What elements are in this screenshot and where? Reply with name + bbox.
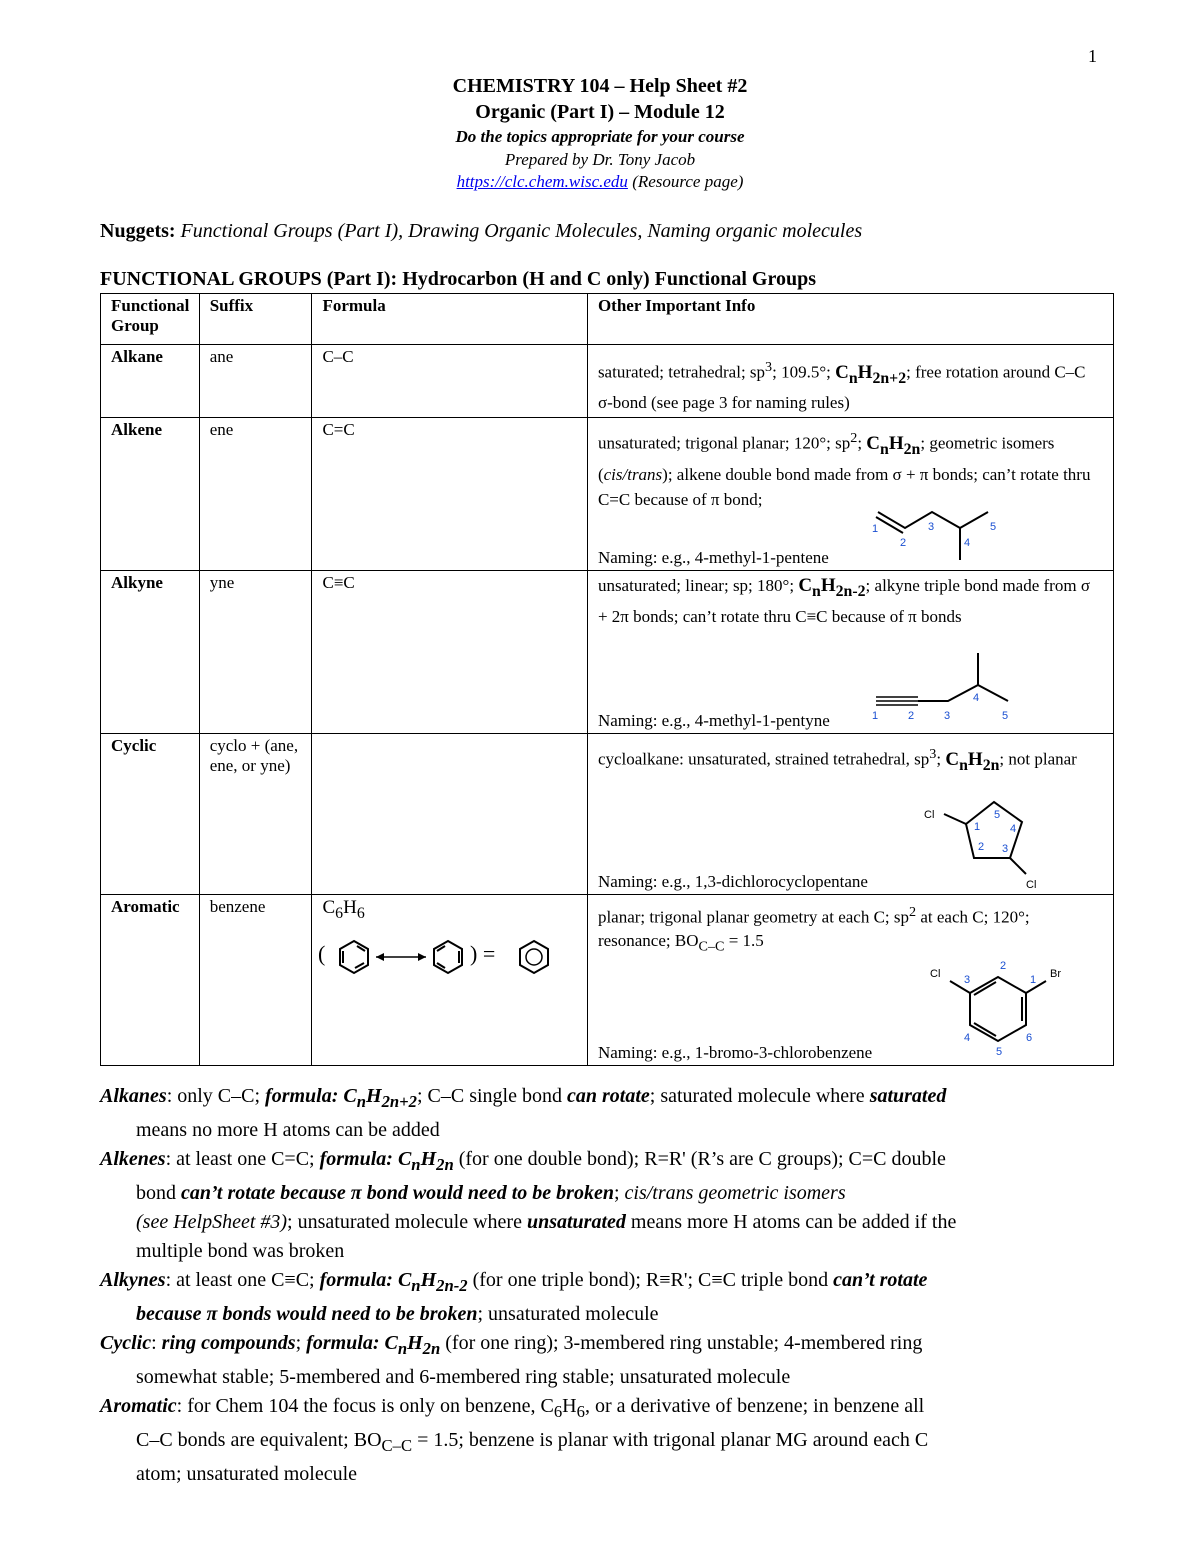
suffix-cell: cyclo + (ane, ene, or yne) (199, 734, 312, 895)
col-header-formula: Formula (312, 294, 587, 345)
author-line: Prepared by Dr. Tony Jacob (504, 150, 696, 169)
carbon-number: 2 (899, 537, 907, 550)
note-line: Alkynes: at least one C≡C; formula: $C_nH_{2n-2}$ (for one triple bond); R≡R'; C≡C triple bond can’t rotate (100, 1269, 928, 1295)
chlorine-label: Cl (923, 809, 935, 822)
nuggets-label: Nuggets: (100, 220, 176, 242)
naming-example: Naming: e.g., 4-methyl-1-pentene (597, 548, 829, 568)
col-header-suffix: Suffix (199, 294, 312, 345)
note-line: multiple bond was broken (136, 1240, 345, 1262)
group-name: Alkane (101, 345, 200, 418)
resource-note: (Resource page) (627, 172, 744, 191)
carbon-number: 3 (963, 974, 971, 987)
carbon-number: 1 (1029, 974, 1037, 987)
carbon-number: 5 (989, 521, 997, 534)
note-line: Aromatic: for Chem 104 the focus is only on benzene, $C_6H_6$, or a derivative of benzene; in benzene all (100, 1395, 925, 1421)
methylpentene-structure (870, 500, 1010, 570)
section-title: FUNCTIONAL GROUPS (Part I): Hydrocarbon (H and C only) Functional Groups (100, 268, 816, 290)
carbon-number: 1 (973, 821, 981, 834)
carbon-number: 2 (977, 841, 985, 854)
carbon-number: 5 (1001, 710, 1009, 723)
carbon-number: 2 (907, 710, 915, 723)
suffix-cell: benzene (199, 895, 312, 1066)
resource-link[interactable]: https://clc.chem.wisc.edu (456, 172, 628, 191)
page-number: 1 (1088, 46, 1097, 66)
note-line: Alkanes: only C–C; formula: $C_nH_{2n+2}$; C–C single bond can rotate; saturated molecule where saturated (100, 1085, 947, 1111)
carbon-number: 1 (871, 710, 879, 723)
resource-line (0, 172, 1200, 192)
note-line: Cyclic: ring compounds; formula: $C_nH_{2n}$ (for one ring); 3-membered ring unstable; 4-membered ring (100, 1332, 923, 1358)
note-line: bond can’t rotate because π bond would need to be broken; cis/trans geometric isomers (136, 1182, 846, 1204)
info-cell (587, 734, 1113, 895)
carbon-number: 2 (999, 960, 1007, 973)
formula-cell (312, 734, 587, 895)
carbon-number: 4 (963, 1032, 971, 1045)
page-subtitle: Organic (Part I) – Module 12 (475, 101, 725, 123)
naming-example: Naming: e.g., 4-methyl-1-pentyne (597, 711, 830, 731)
table-row-aromatic (101, 895, 1114, 1066)
svg-text:(: ( (318, 941, 326, 967)
info-cell: saturated; tetrahedral; $sp^3$; 109.5°; $C_nH_{2n+2}$; free rotation around C–C σ-bond (see page 3 for naming rules) (587, 345, 1113, 418)
formula-cell: C=C (312, 418, 587, 571)
group-name: Alkyne (101, 571, 200, 734)
carbon-number: 1 (871, 523, 879, 536)
carbon-number: 4 (1009, 823, 1017, 836)
summary-notes (100, 1082, 1110, 1489)
info-cell (587, 895, 1113, 1066)
benzene-resonance-diagram (318, 935, 558, 975)
note-line: (see HelpSheet #3); unsaturated molecule where unsaturated means more H atoms can be added if the (136, 1211, 957, 1233)
bromochlorobenzene-structure (918, 951, 1078, 1061)
group-name: Cyclic (101, 734, 200, 895)
naming-example: Naming: e.g., 1-bromo-3-chlorobenzene (597, 1043, 873, 1063)
naming-example: Naming: e.g., 1,3-dichlorocyclopentane (597, 872, 868, 892)
info-text: planar; trigonal planar geometry at each C; $sp^2$ at each C; 120°; resonance; $BO_{C-C} = 1.5$ (597, 904, 1030, 955)
info-cell (587, 571, 1113, 734)
table-row-alkane (101, 345, 1114, 418)
note-line: because π bonds would need to be broken; unsaturated molecule (136, 1303, 659, 1325)
carbon-number: 4 (972, 692, 980, 705)
note-line: atom; unsaturated molecule (136, 1463, 358, 1485)
nuggets-line (100, 220, 862, 243)
carbon-number: 3 (943, 710, 951, 723)
chlorine-label: Cl (1025, 879, 1037, 889)
suffix-cell: ane (199, 345, 312, 418)
carbon-number: 6 (1025, 1032, 1033, 1045)
chlorine-label: Cl (929, 968, 941, 981)
note-line: somewhat stable; 5-membered and 6-membered ring stable; unsaturated molecule (136, 1366, 791, 1388)
functional-groups-table (100, 293, 1114, 1066)
group-name: Aromatic (101, 895, 200, 1066)
suffix-cell: yne (199, 571, 312, 734)
table-row-alkene (101, 418, 1114, 571)
formula-cell (312, 895, 587, 1066)
info-cell (587, 418, 1113, 571)
note-line: means no more H atoms can be added (136, 1119, 440, 1141)
info-text: unsaturated; linear; sp; 180°; $C_nH_{2n-2}$; alkyne triple bond made from σ + 2π bonds; can’t rotate thru C≡C because of π bonds (597, 575, 1090, 627)
nuggets-text: Functional Groups (Part I), Drawing Organic Molecules, Naming organic molecules (175, 220, 863, 242)
formula-cell: C≡C (312, 571, 587, 734)
benzene-formula: $C_6H_6$ (322, 897, 365, 923)
svg-text:) =: ) = (470, 941, 496, 967)
carbon-number: 5 (995, 1046, 1003, 1059)
methylpentyne-structure (872, 643, 1022, 723)
carbon-number: 4 (963, 537, 971, 550)
suffix-cell: ene (199, 418, 312, 571)
info-text: cycloalkane: unsaturated, strained tetrahedral, $sp^3$; $C_nH_{2n}$; not planar (597, 746, 1077, 774)
table-row-cyclic (101, 734, 1114, 895)
carbon-number: 3 (927, 521, 935, 534)
instruction-line: Do the topics appropriate for your course (455, 127, 745, 146)
dichlorocyclopentane-structure (910, 788, 1050, 888)
note-line: Alkenes: at least one C=C; formula: $C_nH_{2n}$ (for one double bond); R=R' (R’s are C groups); C=C double (100, 1148, 946, 1174)
group-name: Alkene (101, 418, 200, 571)
formula-cell: C–C (312, 345, 587, 418)
info-text: unsaturated; trigonal planar; 120°; $sp^2$; $C_nH_{2n}$; geometric isomers (cis/trans); alkene double bond made from σ + π bonds; can’t rotate thru C=C because of π bond; (597, 430, 1091, 509)
table-header-row (101, 294, 1114, 345)
note-line: C–C bonds are equivalent; $BO_{C-C} = 1.5$; benzene is planar with trigonal planar MG around each C (136, 1429, 929, 1455)
col-header-info: Other Important Info (587, 294, 1113, 345)
carbon-number: 3 (1001, 843, 1009, 856)
bromine-label: Br (1049, 968, 1061, 981)
carbon-number: 5 (993, 809, 1001, 822)
col-header-group: Functional Group (101, 294, 200, 345)
table-row-alkyne (101, 571, 1114, 734)
page-title: CHEMISTRY 104 – Help Sheet #2 (452, 75, 748, 97)
